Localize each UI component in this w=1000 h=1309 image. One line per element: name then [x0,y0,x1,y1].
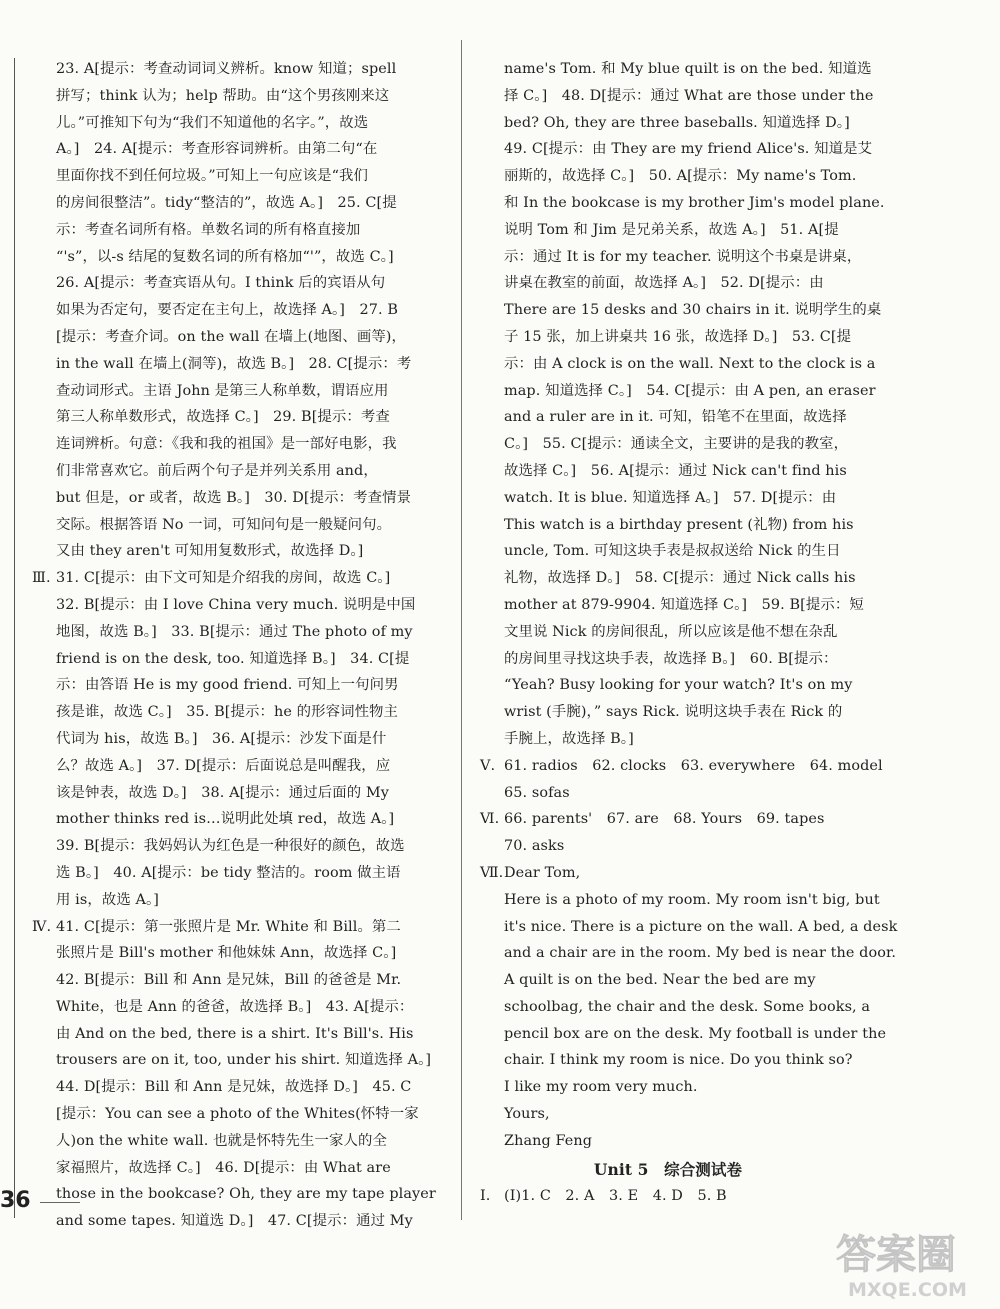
watermark-logo [834,1226,984,1302]
answer-text: 人)on the white wall. 也就是怀特先生一家人的全 [56,1132,387,1149]
answer-line [32,270,428,297]
answer-text: “Yeah? Busy looking for your watch? It's on my [504,677,853,694]
watermark-main-text: 答案圈 [836,1232,956,1278]
answer-text: 又由 they aren't 可知用复数形式，故选择 D。] [56,543,364,560]
answer-text: and a ruler are in it. 可知，铅笔不在里面，故选择 [504,409,847,426]
section-label: Ⅲ. [32,570,51,587]
answer-text: 儿。”可推知下句为“我们不知道他的名字。”，故选 [56,114,369,131]
answer-text: 如果为否定句，要否定在主句上，故选择 A。] 27. B [56,302,399,319]
answer-text: A quilt is on the bed. Near the bed are my [504,972,816,989]
answer-line [480,297,882,324]
answer-line [480,860,856,887]
answer-line [480,404,856,431]
answer-line [480,887,880,914]
answer-line [480,565,856,592]
answer-text: 49. C[提示：由 They are my friend Alice's. 知道是艾 [504,141,873,158]
answer-line [32,860,428,887]
answer-text: 查动词形式。主语 John 是第三人称单数，谓语应用 [56,382,389,399]
answer-text: 手腕上，故选择 B。] [504,730,634,747]
answer-text: 子 15 张，加上讲桌共 16 张，故选择 D。] 53. C[提 [504,328,852,345]
answer-text: This watch is a birthday present (礼物) from his [504,516,854,533]
answer-text: map. 知道选择 C。] 54. C[提示：由 A pen, an eraser [504,382,876,399]
answer-line [480,592,864,619]
answer-text: 23. A[提示：考查动词词义辨析。know 知道；spell [56,61,397,77]
page-number-dash [40,1202,80,1203]
answer-line [480,190,885,217]
answer-line [480,914,898,941]
answer-text: 么？故选 A。] 37. D[提示：后面说总是叫醒我，应 [56,757,391,774]
answer-text: 该是钟表，故选 D。] 38. A[提示：通过后面的 My [56,784,389,801]
answer-text: 讲桌在教室的前面，故选择 A。] 52. D[提示：由 [504,275,824,292]
answer-line [480,458,856,485]
answer-line [480,324,856,351]
answer-line [480,833,856,860]
answer-line [32,431,428,458]
answer-text: 连词辨析。句意：《我和我的祖国》是一部好电影，我 [56,436,397,453]
answer-text: and some tapes. 知道选 D。] 47. C[提示：通过 My [56,1213,413,1230]
answer-line [32,806,428,833]
answer-text: [提示：考查介词。on the wall 在墙上(地图、画等)， [56,328,407,345]
answer-line [480,244,862,271]
answer-text: 选 B。] 40. A[提示：be tidy 整洁的。room 做主语 [56,864,401,881]
answer-line [32,244,428,271]
answer-text: 家福照片，故选择 C。] 46. D[提示：由 What are [56,1159,391,1176]
answer-text: 70. asks [504,838,565,855]
answer-text: 的房间很整洁”。tidy“整洁的”，故选 A。] 25. C[提 [56,194,397,211]
section-title: Unit 5 综合测试卷 [593,1159,743,1179]
answer-line [480,270,856,297]
right-column [480,56,898,1210]
answer-text: 们非常喜欢它。前后两个句子是并列关系用 and， [56,462,378,479]
answer-line [32,83,428,110]
answer-line [32,136,428,163]
answer-line [32,1047,432,1074]
answer-line [32,1101,428,1128]
answer-text: 61. radios 62. clocks 63. everywhere 64. model [504,757,883,774]
answer-text: Here is a photo of my room. My room isn't big, but [504,891,880,908]
answer-line [480,699,856,726]
answer-text: bed? Oh, they are three baseballs. 知道选择 D。] [504,114,850,131]
answer-text: C。] 55. C[提示：通读全文，主要讲的是我的教室， [504,436,849,453]
answer-line [32,297,428,324]
answer-text: 用 is，故选 A。] [56,891,159,908]
answer-text: Dear Tom, [504,864,581,881]
answer-text: 故选择 C。] 56. A[提示：通过 Nick can't find his [504,462,847,479]
answer-text: 41. C[提示：第一张照片是 Mr. White 和 Bill。第二 [56,918,401,935]
answer-text: 26. A[提示：考查宾语从句。I think 后的宾语从句 [56,275,386,292]
answer-text: 44. D[提示：Bill 和 Ann 是兄妹，故选择 D。] 45. C [56,1079,412,1096]
answer-line [32,1021,428,1048]
answer-text: White，也是 Ann 的爸爸，故选择 B。] 43. A[提示： [56,998,414,1015]
answer-line [32,672,428,699]
answer-text: it's nice. There is a picture on the wall. A bed, a desk [504,918,898,935]
answer-line [480,1074,856,1101]
answer-line [32,217,428,244]
answer-text: 31. C[提示：由下文可知是介绍我的房间，故选 C。] [56,570,391,587]
answer-line [32,404,428,431]
section-label: Ⅵ. [480,811,500,828]
answer-line [32,163,428,190]
answer-text: wrist (手腕)，” says Rick. 说明这块手表在 Rick 的 [504,704,843,721]
answer-line [32,538,428,565]
answer-line [32,1128,428,1155]
answer-line [32,833,428,860]
answer-text: I like my room very much. [504,1079,698,1096]
answer-line [32,56,428,83]
page-number: 36 [0,1188,31,1213]
watermark-sub-text: MXQE.COM [848,1279,967,1301]
answer-line [480,217,856,244]
answer-line [32,699,428,726]
answer-line [32,753,428,780]
answer-line [480,1047,856,1074]
column-divider [461,40,462,1220]
section-label: Ⅳ. [32,918,52,935]
answer-line [480,726,856,753]
answer-line [32,646,428,673]
answer-text: 地图，故选 B。] 33. B[提示：通过 The photo of my [56,623,413,640]
answer-line [32,1208,428,1235]
answer-line [32,940,428,967]
answer-text: trousers are on it, too, under his shirt. 知道选择 A。] [56,1052,432,1069]
answer-line [32,190,428,217]
answer-text: 丽斯的，故选择 C。] 50. A[提示：My name's Tom. [504,168,857,185]
answer-line [32,994,428,1021]
answer-line [480,512,856,539]
answer-text: friend is on the desk, too. 知道选择 B。] 34. C[提 [56,650,410,667]
answer-text: 示：考查名词所有格。单数名词的所有格直接加 [56,221,361,238]
answer-line [32,1181,436,1208]
answer-text: 66. parents' 67. are 68. Yours 69. tapes [504,811,825,828]
answer-line [32,565,428,592]
answer-line [480,780,856,807]
answer-text: “'s”，以-s 结尾的复数名词的所有格加“'”，故选 C。] [56,248,394,265]
answer-text: 孩是谁，故选 C。] 35. B[提示：he 的形容词性物主 [56,704,399,721]
answer-line [480,136,873,163]
answer-line [32,485,428,512]
answer-text: chair. I think my room is nice. Do you think so? [504,1052,853,1069]
answer-text: 第三人称单数形式，故选择 C。] 29. B[提示：考查 [56,409,390,426]
answer-text: 示：通过 It is for my teacher. 说明这个书桌是讲桌， [504,248,862,265]
answer-text: 32. B[提示：由 I love China very much. 说明是中国 [56,596,416,613]
answer-line [480,110,856,137]
answer-text: and a chair are in the room. My bed is near the door. [504,945,897,962]
answer-line [32,512,428,539]
answer-line [480,994,871,1021]
section-label: Ⅰ. [480,1188,491,1205]
answer-line [480,163,856,190]
left-margin-rule [14,58,15,1218]
answer-line [480,672,856,699]
answer-line [480,56,872,83]
answer-line [480,538,856,565]
answer-text: (Ⅰ)1. C 2. A 3. E 4. D 5. B [504,1188,727,1205]
answer-text: those in the bookcase? Oh, they are my tape player [56,1186,436,1203]
answer-text: uncle, Tom. 可知这块手表是叔叔送给 Nick 的生日 [504,543,841,560]
answer-line [32,110,428,137]
answer-text: 由 And on the bed, there is a shirt. It's Bill's. His [56,1025,414,1042]
answer-line [480,378,876,405]
answer-text: Yours, [504,1106,550,1123]
answer-line [32,967,428,994]
answer-line [480,351,876,378]
answer-text: A。] 24. A[提示：考查形容词辨析。由第二句“在 [56,141,378,158]
answer-text: 代词为 his，故选 B。] 36. A[提示：沙发下面是什 [56,730,387,747]
answer-text: 交际。根据答语 No 一词，可知问句是一般疑问句。 [56,516,392,533]
answer-line [480,619,856,646]
answer-line [480,806,856,833]
answer-text: 文里说 Nick 的房间很乱，所以应该是他不想在杂乱 [504,623,838,640]
answer-text: 的房间里寻找这块手表，故选择 B。] 60. B[提示： [504,650,838,667]
answer-text: 说明 Tom 和 Jim 是兄弟关系，故选 A。] 51. A[提 [504,221,839,238]
answer-text: 和 In the bookcase is my brother Jim's model plane. [504,194,885,211]
answer-line [32,378,428,405]
answer-text: Zhang Feng [504,1132,593,1149]
answer-line [480,431,856,458]
answer-line [480,83,874,110]
right-column-lines [480,56,898,1155]
answer-text: There are 15 desks and 30 chairs in it. 说明学生的桌 [504,302,882,319]
answer-text: schoolbag, the chair and the desk. Some books, a [504,998,871,1015]
answer-line [32,458,428,485]
section-label: Ⅴ. [480,757,496,774]
answer-line-unit5 [480,1183,856,1210]
answer-text: name's Tom. 和 My blue quilt is on the bed. 知道选 [504,61,872,77]
left-column [32,56,436,1235]
answer-text: 示：由 A clock is on the wall. Next to the clock is a [504,355,876,372]
answer-text: in the wall 在墙上(洞等)，故选 B。] 28. C[提示：考 [56,355,412,372]
answer-line [480,753,883,780]
answer-text: mother thinks red is…说明此处填 red，故选 A。] [56,811,395,828]
answer-text: 张照片是 Bill's mother 和他妹妹 Ann，故选择 C。] [56,945,397,962]
answer-line [32,351,428,378]
answer-line [480,940,897,967]
answer-text: 示：由答语 He is my good friend. 可知上一句问男 [56,677,399,694]
answer-line [32,1074,428,1101]
answer-text: 39. B[提示：我妈妈认为红色是一种很好的颜色，故选 [56,838,405,855]
answer-text: [提示：You can see a photo of the Whites(怀特一家 [56,1106,419,1123]
answer-line [32,1155,428,1182]
answer-text: mother at 879-9904. 知道选择 C。] 59. B[提示：短 [504,596,864,613]
answer-line [32,726,428,753]
answer-text: 择 C。] 48. D[提示：通过 What are those under the [504,87,874,104]
section-label: Ⅶ. [480,864,504,881]
answer-text: 拼写；think 认为；help 帮助。由“这个男孩刚来这 [56,87,390,104]
answer-line [480,967,856,994]
answer-line [32,592,428,619]
answer-line [32,780,428,807]
answer-line [480,1021,887,1048]
answer-text: but 但是，or 或者，故选 B。] 30. D[提示：考查情景 [56,489,412,506]
answer-text: watch. It is blue. 知道选择 A。] 57. D[提示：由 [504,489,837,506]
answer-line [32,914,428,941]
answer-line [480,1128,856,1155]
answer-text: 礼物，故选择 D。] 58. C[提示：通过 Nick calls his [504,570,856,587]
answer-text: 里面你找不到任何垃圾。”可知上一句应该是“我们 [56,168,369,185]
answer-line [32,324,428,351]
answer-line [480,646,856,673]
answer-text: 65. sofas [504,784,570,801]
answer-text: pencil box are on the desk. My football is under the [504,1025,887,1042]
answer-line [32,887,428,914]
answer-line [32,619,428,646]
answer-line [480,1101,856,1128]
answer-text: 42. B[提示：Bill 和 Ann 是兄妹，Bill 的爸爸是 Mr. [56,972,402,989]
answer-line [480,485,856,512]
